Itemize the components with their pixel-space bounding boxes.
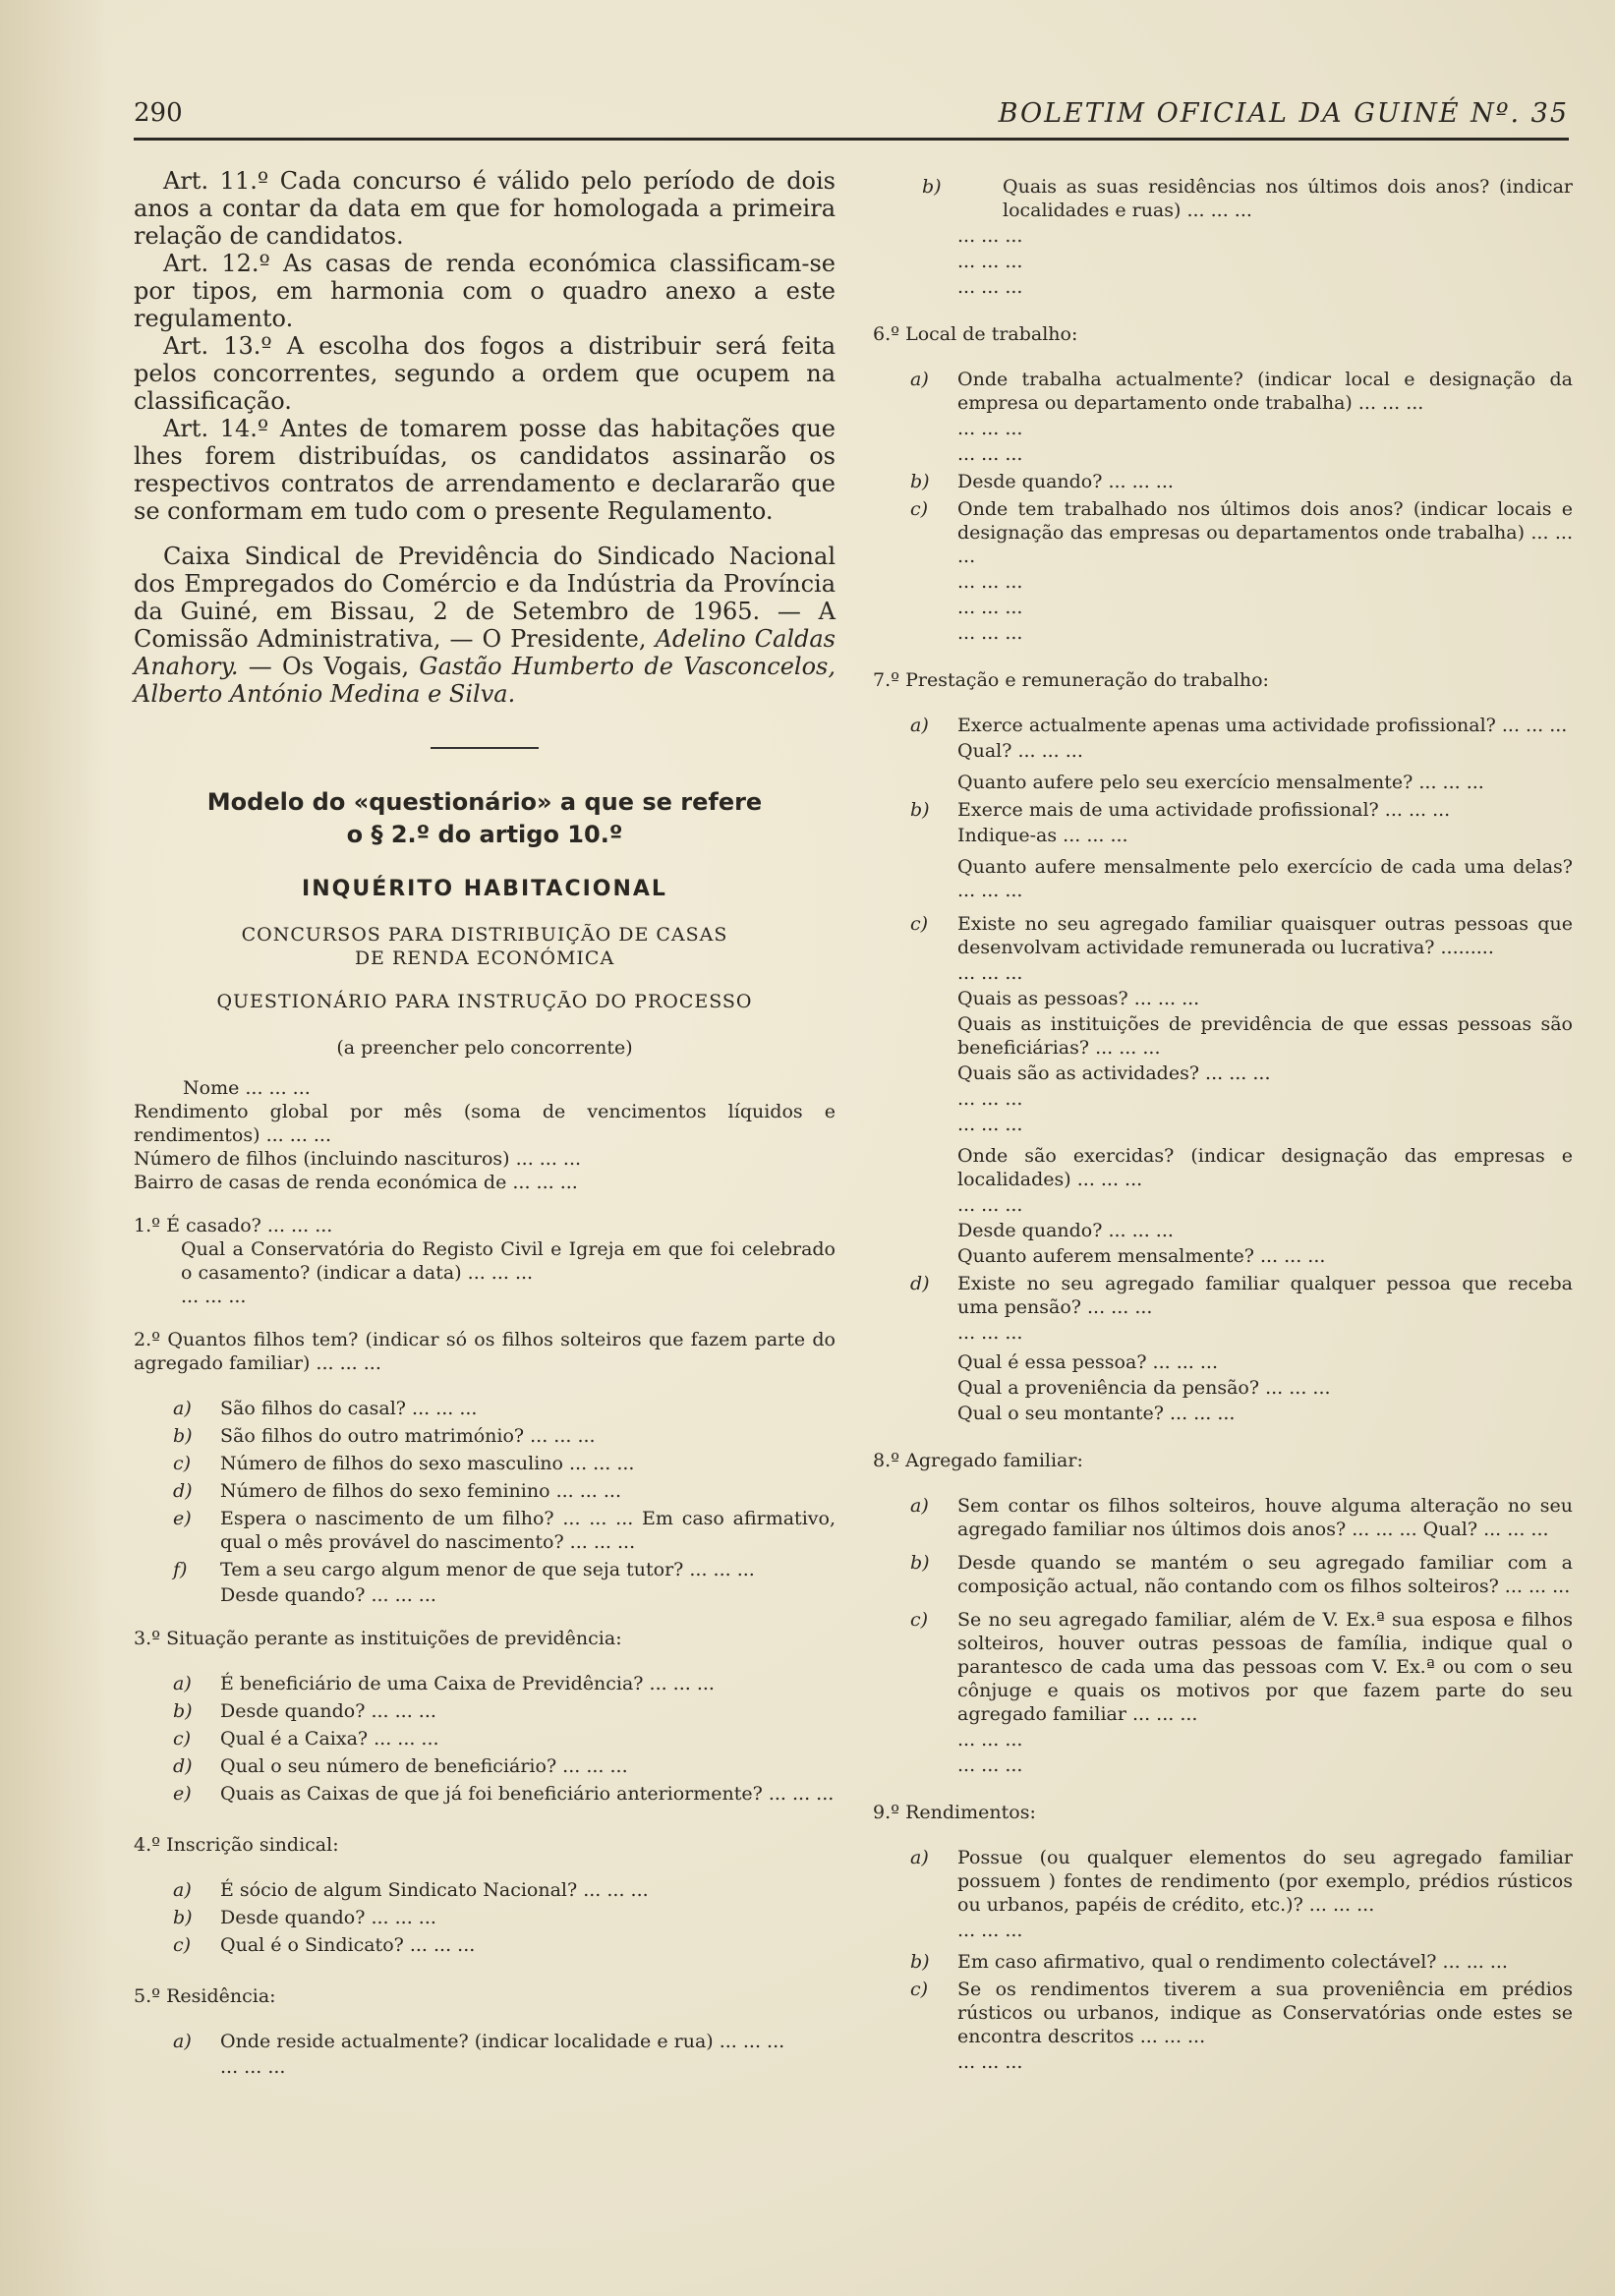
page-number: 290 bbox=[134, 98, 183, 128]
concursos-line1: CONCURSOS PARA DISTRIBUIÇÃO DE CASAS bbox=[241, 924, 728, 946]
concursos-line2: DE RENDA ECONÓMICA bbox=[354, 947, 615, 969]
item-text: Exerce actualmente apenas uma actividade profissional? ... ... ... bbox=[957, 715, 1568, 736]
q9-item-a bbox=[873, 1846, 1573, 1917]
q7-a-quanto: Quanto aufere pelo seu exercício mensalmente? ... ... ... bbox=[957, 772, 1484, 793]
item-text: Desde quando? ... ... ... bbox=[957, 471, 1174, 492]
item-label: b) bbox=[910, 1951, 930, 1973]
q8-item-a bbox=[873, 1494, 1573, 1541]
question-1: 1.º É casado? ... ... ... bbox=[134, 1215, 333, 1236]
item-text: Tem a seu cargo algum menor de que seja tutor? ... ... ... bbox=[220, 1559, 755, 1580]
dots-line: ... ... ... bbox=[957, 1920, 1023, 1941]
item-label: a) bbox=[910, 1495, 929, 1517]
filhos-field: Número de filhos (incluindo nascituros) ... ... ... bbox=[134, 1148, 582, 1170]
item-text: Quais as Caixas de que já foi beneficiário anteriormente? ... ... ... bbox=[220, 1783, 835, 1805]
item-label: c) bbox=[910, 1979, 929, 2000]
item-text: Existe no seu agregado familiar quaisquer outras pessoas que desenvolvam actividade remunerada ou lucrativa? ......... bbox=[957, 913, 1573, 958]
dots-line: ... ... ... bbox=[957, 1114, 1023, 1135]
item-label: a) bbox=[910, 369, 929, 390]
left-column bbox=[134, 167, 836, 2079]
dots-line: ... ... ... bbox=[957, 962, 1023, 984]
item-label: c) bbox=[910, 498, 929, 520]
page-edge-shadow bbox=[0, 0, 108, 2296]
questionario-title: QUESTIONÁRIO PARA INSTRUÇÃO DO PROCESSO bbox=[216, 991, 753, 1012]
q2-item-d bbox=[134, 1479, 836, 1503]
q6-item-c bbox=[873, 497, 1573, 568]
item-label: c) bbox=[173, 1934, 192, 1956]
q7-b-quanto: Quanto aufere mensalmente pelo exercício de cada uma delas? ... ... ... bbox=[957, 856, 1573, 901]
item-text: É sócio de algum Sindicato Nacional? ... ... ... bbox=[220, 1879, 649, 1901]
dots-line: ... ... ... bbox=[957, 443, 1023, 465]
item-label: c) bbox=[173, 1453, 192, 1474]
item-text: Qual é a Caixa? ... ... ... bbox=[220, 1728, 439, 1750]
q2-item-c bbox=[134, 1452, 836, 1475]
questionnaire-left bbox=[134, 1076, 836, 2079]
q4-item-c bbox=[134, 1933, 836, 1957]
dots-line: ... ... ... bbox=[220, 2056, 286, 2078]
question-7: 7.º Prestação e remuneração do trabalho: bbox=[873, 669, 1269, 691]
right-column bbox=[873, 167, 1573, 2074]
article-14: Art. 14.º Antes de tomarem posse das habitações que lhes forem distribuídas, os candidatos assinarão os respectivos contratos de arrendamento e declararão que se conformam em tudo com o presente Regulamento. bbox=[134, 415, 836, 525]
item-text: Em caso afirmativo, qual o rendimento colectável? ... ... ... bbox=[957, 1951, 1508, 1973]
item-text: Desde quando? ... ... ... bbox=[220, 1907, 436, 1928]
item-text: São filhos do casal? ... ... ... bbox=[220, 1398, 478, 1419]
q2-item-f bbox=[134, 1558, 836, 1581]
question-6: 6.º Local de trabalho: bbox=[873, 323, 1078, 345]
item-label: e) bbox=[173, 1783, 192, 1805]
q3-item-a bbox=[134, 1672, 836, 1695]
item-text: Onde reside actualmente? (indicar localidade e rua) ... ... ... bbox=[220, 2031, 785, 2052]
q7-c-quanto: Quanto auferem mensalmente? ... ... ... bbox=[957, 1245, 1326, 1267]
item-label: c) bbox=[910, 1609, 929, 1631]
item-text: Existe no seu agregado familiar qualquer pessoa que receba uma pensão? ... ... ... bbox=[957, 1273, 1573, 1318]
item-label: e) bbox=[173, 1508, 192, 1529]
q4-item-a bbox=[134, 1878, 836, 1902]
item-text: Se os rendimentos tiverem a sua proveniência em prédios rústicos ou urbanos, indique as Conservatórias onde estes se encontra descritos ... ... ... bbox=[957, 1979, 1573, 2047]
q2-f-desde: Desde quando? ... ... ... bbox=[220, 1584, 436, 1606]
article-11: Art. 11.º Cada concurso é válido pelo período de dois anos a contar da data em que for homologada a primeira relação de candidatos. bbox=[134, 167, 836, 250]
item-text: Onde tem trabalhado nos últimos dois anos? (indicar locais e designação das empresas ou departamentos onde trabalha) ... ... ... bbox=[957, 498, 1573, 567]
q7-a-qual: Qual? ... ... ... bbox=[957, 740, 1083, 762]
item-text: Sem contar os filhos solteiros, houve alguma alteração no seu agregado familiar nos últimos dois anos? ... ... ... Qual? ... ... ... bbox=[957, 1495, 1573, 1540]
item-text: Se no seu agregado familiar, além de V. Ex.ª sua esposa e filhos solteiros, houver outras pessoas de família, indique qual o parantesco de cada uma das pessoas com V. Ex.ª ou com o seu cônjuge e quais os motivos por que fazem parte do seu agregado familiar ... ... ... bbox=[957, 1609, 1573, 1725]
item-text: É beneficiário de uma Caixa de Previdência? ... ... ... bbox=[220, 1673, 715, 1694]
signature-block bbox=[134, 543, 836, 708]
q2-item-a bbox=[134, 1397, 836, 1420]
item-text: Quais as suas residências nos últimos dois anos? (indicar localidades e ruas) ... ... ... bbox=[1003, 176, 1573, 221]
item-label: b) bbox=[910, 799, 930, 821]
item-text: Qual o seu número de beneficiário? ... ... ... bbox=[220, 1755, 628, 1777]
item-label: b) bbox=[173, 1700, 193, 1722]
item-label: b) bbox=[910, 1552, 930, 1574]
dots-line: ... ... ... bbox=[957, 2051, 1023, 2073]
q7-item-b bbox=[873, 798, 1573, 822]
inquerito-title: INQUÉRITO HABITACIONAL bbox=[302, 877, 667, 901]
q7-c-desde: Desde quando? ... ... ... bbox=[957, 1220, 1174, 1241]
item-text: Número de filhos do sexo feminino ... ... ... bbox=[220, 1480, 622, 1502]
dots-line: ... ... ... bbox=[957, 418, 1023, 439]
dots-line: ... ... ... bbox=[957, 1754, 1023, 1776]
model-title-line1: Modelo do «questionário» a que se refere bbox=[206, 788, 763, 816]
item-label: b) bbox=[910, 471, 930, 492]
nome-field: Nome ... ... ... bbox=[183, 1077, 311, 1099]
signature-text: Caixa Sindical de Previdência do Sindicado Nacional dos Empregados do Comércio e da Indústria da Província da Guiné, em Bissau, 2 de Setembro de 1965. — A Comissão Administrativa, — O Presidente, bbox=[134, 543, 836, 653]
signature-president: Adelino Caldas Anahory. bbox=[134, 625, 836, 680]
item-label: c) bbox=[910, 913, 929, 935]
q6-item-a bbox=[873, 368, 1573, 415]
dots-line: ... ... ... bbox=[957, 1194, 1023, 1216]
q7-c-pessoas: Quais as pessoas? ... ... ... bbox=[957, 988, 1200, 1009]
question-2: 2.º Quantos filhos tem? (indicar só os filhos solteiros que fazem parte do agregado familiar) ... ... ... bbox=[134, 1329, 836, 1374]
rendimento-field: Rendimento global por mês (soma de vencimentos líquidos e rendimentos) ... ... ... bbox=[134, 1101, 836, 1146]
item-label: a) bbox=[173, 1673, 192, 1694]
item-text: Onde trabalha actualmente? (indicar local e designação da empresa ou departamento onde trabalha) ... ... ... bbox=[957, 369, 1573, 414]
dots-line: ... ... ... bbox=[957, 1088, 1023, 1110]
question-3: 3.º Situação perante as instituições de previdência: bbox=[134, 1628, 622, 1649]
question-9: 9.º Rendimentos: bbox=[873, 1802, 1036, 1823]
q3-item-d bbox=[134, 1754, 836, 1778]
dots-line: ... ... ... bbox=[957, 276, 1023, 298]
section-divider bbox=[431, 747, 539, 749]
preencher-note: (a preencher pelo concorrente) bbox=[336, 1037, 633, 1059]
signature-vogais-label: — Os Vogais, bbox=[248, 653, 410, 680]
item-label: b) bbox=[922, 176, 942, 198]
q3-item-c bbox=[134, 1727, 836, 1751]
signature-vogais-names: Gastão Humberto de Vasconcelos, Alberto António Medina e Silva. bbox=[134, 653, 836, 708]
q3-item-e bbox=[134, 1782, 836, 1806]
q7-c-actividades: Quais são as actividades? ... ... ... bbox=[957, 1062, 1271, 1084]
question-4: 4.º Inscrição sindical: bbox=[134, 1834, 339, 1856]
question-8: 8.º Agregado familiar: bbox=[873, 1450, 1083, 1471]
dots-line: ... ... ... bbox=[957, 622, 1023, 644]
item-label: d) bbox=[173, 1480, 193, 1502]
item-text: Desde quando? ... ... ... bbox=[220, 1700, 436, 1722]
q6-item-b bbox=[873, 470, 1573, 493]
q7-d-montante: Qual o seu montante? ... ... ... bbox=[957, 1403, 1236, 1424]
article-13: Art. 13.º A escolha dos fogos a distribuir será feita pelos concorrentes, segundo a ordem que ocupem na classificação. bbox=[134, 332, 836, 415]
item-text: Espera o nascimento de um filho? ... ... ... Em caso afirmativo, qual o mês provável do nascimento? ... ... ... bbox=[220, 1508, 836, 1553]
q9-item-b bbox=[873, 1950, 1573, 1974]
q9-item-c bbox=[873, 1978, 1573, 2048]
item-label: b) bbox=[173, 1425, 193, 1447]
item-label: f) bbox=[173, 1559, 188, 1580]
q7-item-a bbox=[873, 714, 1573, 737]
item-text: Número de filhos do sexo masculino ... ... ... bbox=[220, 1453, 635, 1474]
model-title-line2: o § 2.º do artigo 10.º bbox=[346, 821, 623, 848]
item-label: a) bbox=[173, 2031, 192, 2052]
q2-item-e bbox=[134, 1507, 836, 1554]
dots-line: ... ... ... bbox=[957, 1729, 1023, 1751]
q3-item-b bbox=[134, 1699, 836, 1723]
item-text: Desde quando se mantém o seu agregado familiar com a composição actual, não contando com os filhos solteiros? ... ... ... bbox=[957, 1552, 1573, 1597]
q4-item-b bbox=[134, 1906, 836, 1929]
dots-line: ... ... ... bbox=[957, 225, 1023, 247]
item-text: Qual é o Sindicato? ... ... ... bbox=[220, 1934, 476, 1956]
dots-line: ... ... ... bbox=[181, 1286, 247, 1307]
item-text: Possue (ou qualquer elementos do seu agregado familiar possuem ) fontes de rendimento (por exemplo, prédios rústicos ou urbanos, papéis de crédito, etc.)? ... ... ... bbox=[957, 1847, 1573, 1916]
page-header bbox=[134, 98, 1569, 142]
item-label: a) bbox=[173, 1398, 192, 1419]
dots-line: ... ... ... bbox=[957, 597, 1023, 618]
header-rule bbox=[134, 138, 1569, 141]
item-label: a) bbox=[910, 715, 929, 736]
q8-item-c bbox=[873, 1608, 1573, 1726]
running-head: BOLETIM OFICIAL DA GUINÉ Nº. 35 bbox=[998, 98, 1569, 129]
question-1-text: Qual a Conservatória do Registo Civil e Igreja em que foi celebrado o casamento? (indicar a data) ... ... ... bbox=[181, 1238, 836, 1284]
question-5: 5.º Residência: bbox=[134, 1985, 276, 2007]
q7-item-d bbox=[873, 1272, 1573, 1319]
item-label: a) bbox=[173, 1879, 192, 1901]
item-label: a) bbox=[910, 1847, 929, 1868]
q5-item-b bbox=[873, 175, 1573, 222]
dots-line: ... ... ... bbox=[957, 251, 1023, 272]
dots-line: ... ... ... bbox=[957, 571, 1023, 593]
item-label: c) bbox=[173, 1728, 192, 1750]
dots-line: ... ... ... bbox=[957, 1322, 1023, 1344]
q7-d-qual: Qual é essa pessoa? ... ... ... bbox=[957, 1351, 1218, 1373]
item-text: São filhos do outro matrimónio? ... ... ... bbox=[220, 1425, 596, 1447]
item-text: Exerce mais de uma actividade profissional? ... ... ... bbox=[957, 799, 1451, 821]
item-label: d) bbox=[910, 1273, 930, 1294]
item-label: b) bbox=[173, 1907, 193, 1928]
item-label: d) bbox=[173, 1755, 193, 1777]
q7-c-instituicoes: Quais as instituições de previdência de que essas pessoas são beneficiárias? ... ... ... bbox=[957, 1013, 1573, 1059]
bairro-field: Bairro de casas de renda económica de ... ... ... bbox=[134, 1172, 578, 1193]
q7-c-onde: Onde são exercidas? (indicar designação das empresas e localidades) ... ... ... bbox=[957, 1145, 1573, 1190]
q5-item-a bbox=[134, 2030, 836, 2053]
q7-d-proveniencia: Qual a proveniência da pensão? ... ... ... bbox=[957, 1377, 1331, 1399]
q8-item-b bbox=[873, 1551, 1573, 1598]
q7-item-c bbox=[873, 912, 1573, 959]
q7-b-indique: Indique-as ... ... ... bbox=[957, 825, 1128, 846]
article-12: Art. 12.º As casas de renda económica classificam-se por tipos, em harmonia com o quadro anexo a este regulamento. bbox=[134, 250, 836, 332]
q2-item-b bbox=[134, 1424, 836, 1448]
